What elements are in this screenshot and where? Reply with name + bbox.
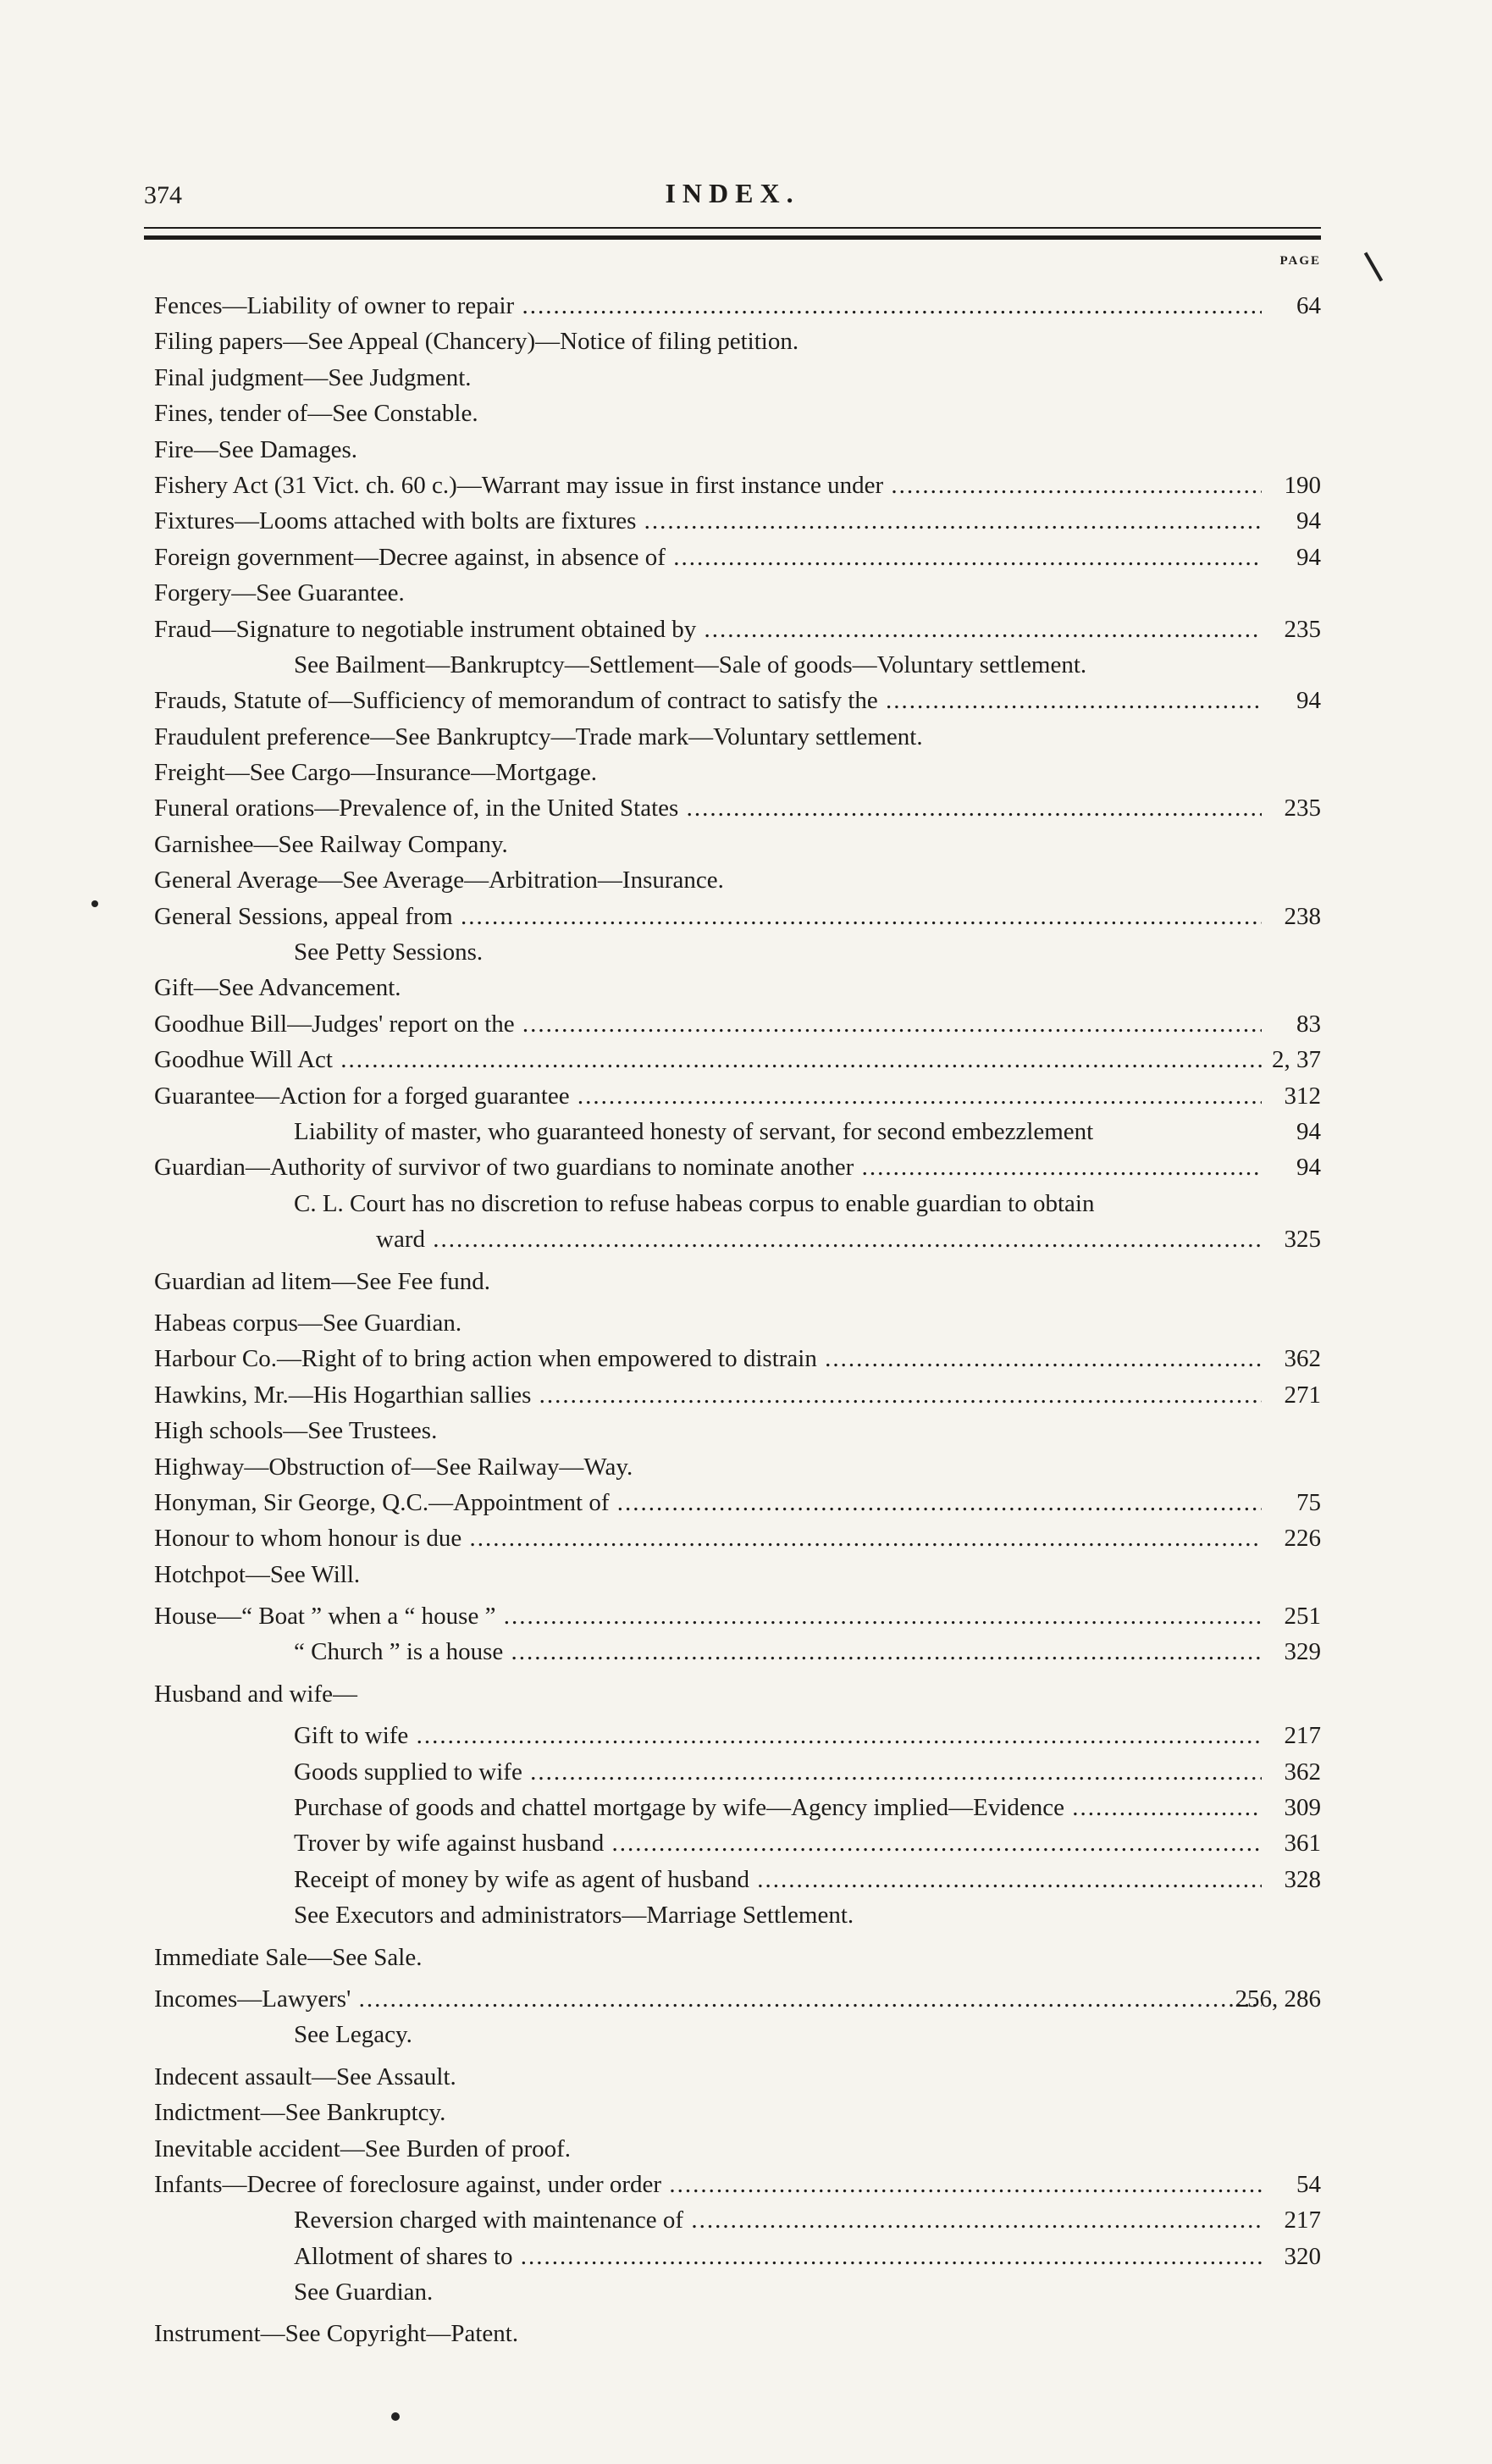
index-entry [154,1006,1321,1042]
entry-text: See Legacy. [294,2021,412,2049]
entry-text: ward ..... [376,1221,1262,1257]
entry-page-ref: 235 [1284,795,1321,822]
entry-text: Purchase of goods and chattel mortgage by wife—Agency implied—Evidence ..... [294,1790,1262,1825]
index-entry [154,1114,1321,1149]
margin-mark [1364,252,1383,282]
entry-text: Garnishee—See Railway Company. [154,830,508,858]
entry-text: Immediate Sale—See Sale. [154,1943,423,1971]
entry-text: Forgery—See Guarantee. [154,579,405,607]
page-number: 374 [144,181,182,209]
entry-text: Hotchpot—See Will. [154,1560,361,1588]
index-entry [154,503,1321,539]
entry-page-ref: 329 [1284,1638,1321,1666]
entry-text: Fences—Liability of owner to repair ..... [154,288,1262,324]
entry-text: Guardian ad litem—See Fee fund. [154,1267,491,1295]
index-entry [154,899,1321,934]
index-entry [154,1377,1321,1413]
entry-page-ref: 362 [1284,1345,1321,1373]
index-entry [154,1557,1321,1592]
index-entry [154,2059,1321,2095]
entry-text: Trover by wife against husband ..... [294,1825,1262,1861]
index-entry [154,1790,1321,1825]
entry-text: Highway—Obstruction of—See Railway—Way. [154,1453,633,1481]
index-entry [154,1825,1321,1861]
entry-text: Receipt of money by wife as agent of husband ..... [294,1862,1262,1897]
index-entry [154,1634,1321,1669]
index-entry [154,324,1321,359]
entry-text: See Petty Sessions. [294,939,484,966]
entry-text: Indictment—See Bankruptcy. [154,2099,446,2127]
entry-text: Fraud—Signature to negotiable instrument obtained by ..... [154,612,1262,647]
index-entry [154,1264,1321,1299]
entry-text: Goodhue Will Act ..... [154,1042,1262,1077]
index-entry [154,1485,1321,1520]
entry-page-ref: 54 [1296,2170,1321,2198]
entry-text: Guarantee—Action for a forged guarantee ..... [154,1078,1262,1114]
index-entry [154,1897,1321,1933]
index-entry [154,575,1321,611]
entry-page-ref: 217 [1284,1722,1321,1750]
entry-text: Infants—Decree of foreclosure against, under order ..... [154,2167,1262,2202]
entry-text: Final judgment—See Judgment. [154,363,472,391]
page-column-label: PAGE [1279,254,1321,268]
running-title: INDEX. [665,178,800,208]
entry-text: High schools—See Trustees. [154,1417,438,1445]
index-list [154,288,1321,2352]
entry-text: General Sessions, appeal from ..... [154,899,1262,934]
index-entry [154,862,1321,898]
index-entry [154,934,1321,970]
index-entry [154,1862,1321,1897]
entry-text: Reversion charged with maintenance of ..... [294,2202,1262,2238]
entry-text: Liability of master, who guaranteed honesty of servant, for second embezzlement [294,1117,1094,1145]
index-entry [154,1186,1321,1221]
entry-page-ref: 94 [1296,1154,1321,1182]
entry-text: Honyman, Sir George, Q.C.—Appointment of ..... [154,1485,1262,1520]
entry-page-ref: 226 [1284,1525,1321,1553]
entry-text: See Bailment—Bankruptcy—Settlement—Sale of goods—Voluntary settlement. [294,651,1087,678]
entry-text: Frauds, Statute of—Sufficiency of memorandum of contract to satisfy the ..... [154,683,1262,718]
index-entry [154,1221,1321,1257]
index-entry [154,2017,1321,2052]
index-entry [154,2167,1321,2202]
index-entry [154,1042,1321,1077]
entry-text: Gift to wife ..... [294,1718,1262,1753]
index-entry [154,2095,1321,2130]
entry-text: Foreign government—Decree against, in absence of ..... [154,540,1262,575]
entry-page-ref: 271 [1284,1381,1321,1409]
entry-text: Habeas corpus—See Guardian. [154,1309,462,1337]
entry-text: Goods supplied to wife ..... [294,1754,1262,1790]
index-entry [154,432,1321,468]
index-entry [154,612,1321,647]
index-entry [154,1981,1321,2017]
entry-text: Funeral orations—Prevalence of, in the United States ..... [154,790,1262,826]
index-entry [154,1754,1321,1790]
entry-text: Instrument—See Copyright—Patent. [154,2320,519,2348]
index-entry [154,360,1321,396]
index-entry [154,1718,1321,1753]
entry-page-ref: 83 [1296,1010,1321,1038]
entry-page-ref: 251 [1284,1603,1321,1631]
entry-page-ref: 94 [1296,687,1321,715]
entry-text: Indecent assault—See Assault. [154,2063,456,2090]
entry-page-ref: 94 [1296,507,1321,535]
entry-page-ref: 328 [1284,1865,1321,1893]
index-entry [154,2316,1321,2351]
index-entry [154,468,1321,503]
entry-text: Fines, tender of—See Constable. [154,400,478,428]
entry-page-ref: 325 [1284,1226,1321,1254]
header-rule-thin [144,227,1321,229]
entry-text: Fraudulent preference—See Bankruptcy—Trade mark—Voluntary settlement. [154,723,923,750]
index-entry [154,1149,1321,1185]
entry-text: Gift—See Advancement. [154,974,401,1002]
entry-text: Freight—See Cargo—Insurance—Mortgage. [154,759,597,787]
header-rule-thick [144,235,1321,240]
entry-text: Incomes—Lawyers' ..... [154,1981,1262,2017]
index-entry [154,647,1321,683]
entry-page-ref: 361 [1284,1830,1321,1858]
entry-text: Husband and wife— [154,1680,358,1708]
entry-text: Goodhue Bill—Judges' report on the ..... [154,1006,1262,1042]
entry-page-ref: 256, 286 [1235,1985,1321,2013]
entry-text: See Guardian. [294,2279,434,2306]
index-entry [154,970,1321,1005]
index-entry [154,1676,1321,1712]
index-entry [154,396,1321,431]
entry-page-ref: 362 [1284,1758,1321,1786]
index-entry [154,2274,1321,2310]
entry-text: Hawkins, Mr.—His Hogarthian sallies ..... [154,1377,1262,1413]
entry-page-ref: 320 [1284,2242,1321,2270]
entry-page-ref: 238 [1284,902,1321,930]
entry-page-ref: 75 [1296,1488,1321,1516]
index-entry [154,1520,1321,1556]
entry-page-ref: 312 [1284,1082,1321,1110]
index-entry [154,755,1321,790]
entry-text: C. L. Court has no discretion to refuse habeas corpus to enable guardian to obtain [294,1189,1095,1217]
entry-text: Allotment of shares to ..... [294,2239,1262,2274]
entry-page-ref: 190 [1284,471,1321,499]
index-entry [154,2131,1321,2167]
entry-text: House—“ Boat ” when a “ house ” ..... [154,1598,1262,1634]
index-entry [154,827,1321,862]
entry-page-ref: 217 [1284,2207,1321,2234]
entry-page-ref: 94 [1296,1117,1321,1145]
entry-text: See Executors and administrators—Marriage Settlement. [294,1902,854,1930]
entry-page-ref: 64 [1296,292,1321,319]
entry-text: General Average—See Average—Arbitration—Insurance. [154,867,724,894]
entry-page-ref: 94 [1296,543,1321,571]
index-entry [154,1413,1321,1448]
index-entry [154,790,1321,826]
entry-text: Honour to whom honour is due ..... [154,1520,1262,1556]
index-entry [154,1078,1321,1114]
index-entry [154,1940,1321,1975]
index-entry [154,1449,1321,1485]
entry-text: “ Church ” is a house ..... [294,1634,1262,1669]
entry-page-ref: 2, 37 [1272,1046,1321,1074]
entry-text: Guardian—Authority of survivor of two guardians to nominate another ..... [154,1149,1262,1185]
index-entry [154,1598,1321,1634]
entry-page-ref: 309 [1284,1794,1321,1822]
entry-text: Inevitable accident—See Burden of proof. [154,2135,572,2162]
entry-text: Harbour Co.—Right of to bring action when empowered to distrain ..... [154,1341,1262,1376]
entry-text: Fixtures—Looms attached with bolts are fixtures ..... [154,503,1262,539]
index-entry [154,2239,1321,2274]
index-entry [154,683,1321,718]
page-header [144,178,1321,220]
entry-page-ref: 235 [1284,615,1321,643]
index-entry [154,288,1321,324]
entry-text: Filing papers—See Appeal (Chancery)—Notice of filing petition. [154,328,799,356]
ink-speck [391,2412,400,2421]
index-entry [154,1341,1321,1376]
index-entry [154,2202,1321,2238]
index-entry [154,1305,1321,1341]
index-entry [154,540,1321,575]
entry-text: Fire—See Damages. [154,435,357,463]
index-entry [154,719,1321,755]
entry-text: Fishery Act (31 Vict. ch. 60 c.)—Warrant may issue in first instance under ..... [154,468,1262,503]
ink-speck [91,900,98,907]
